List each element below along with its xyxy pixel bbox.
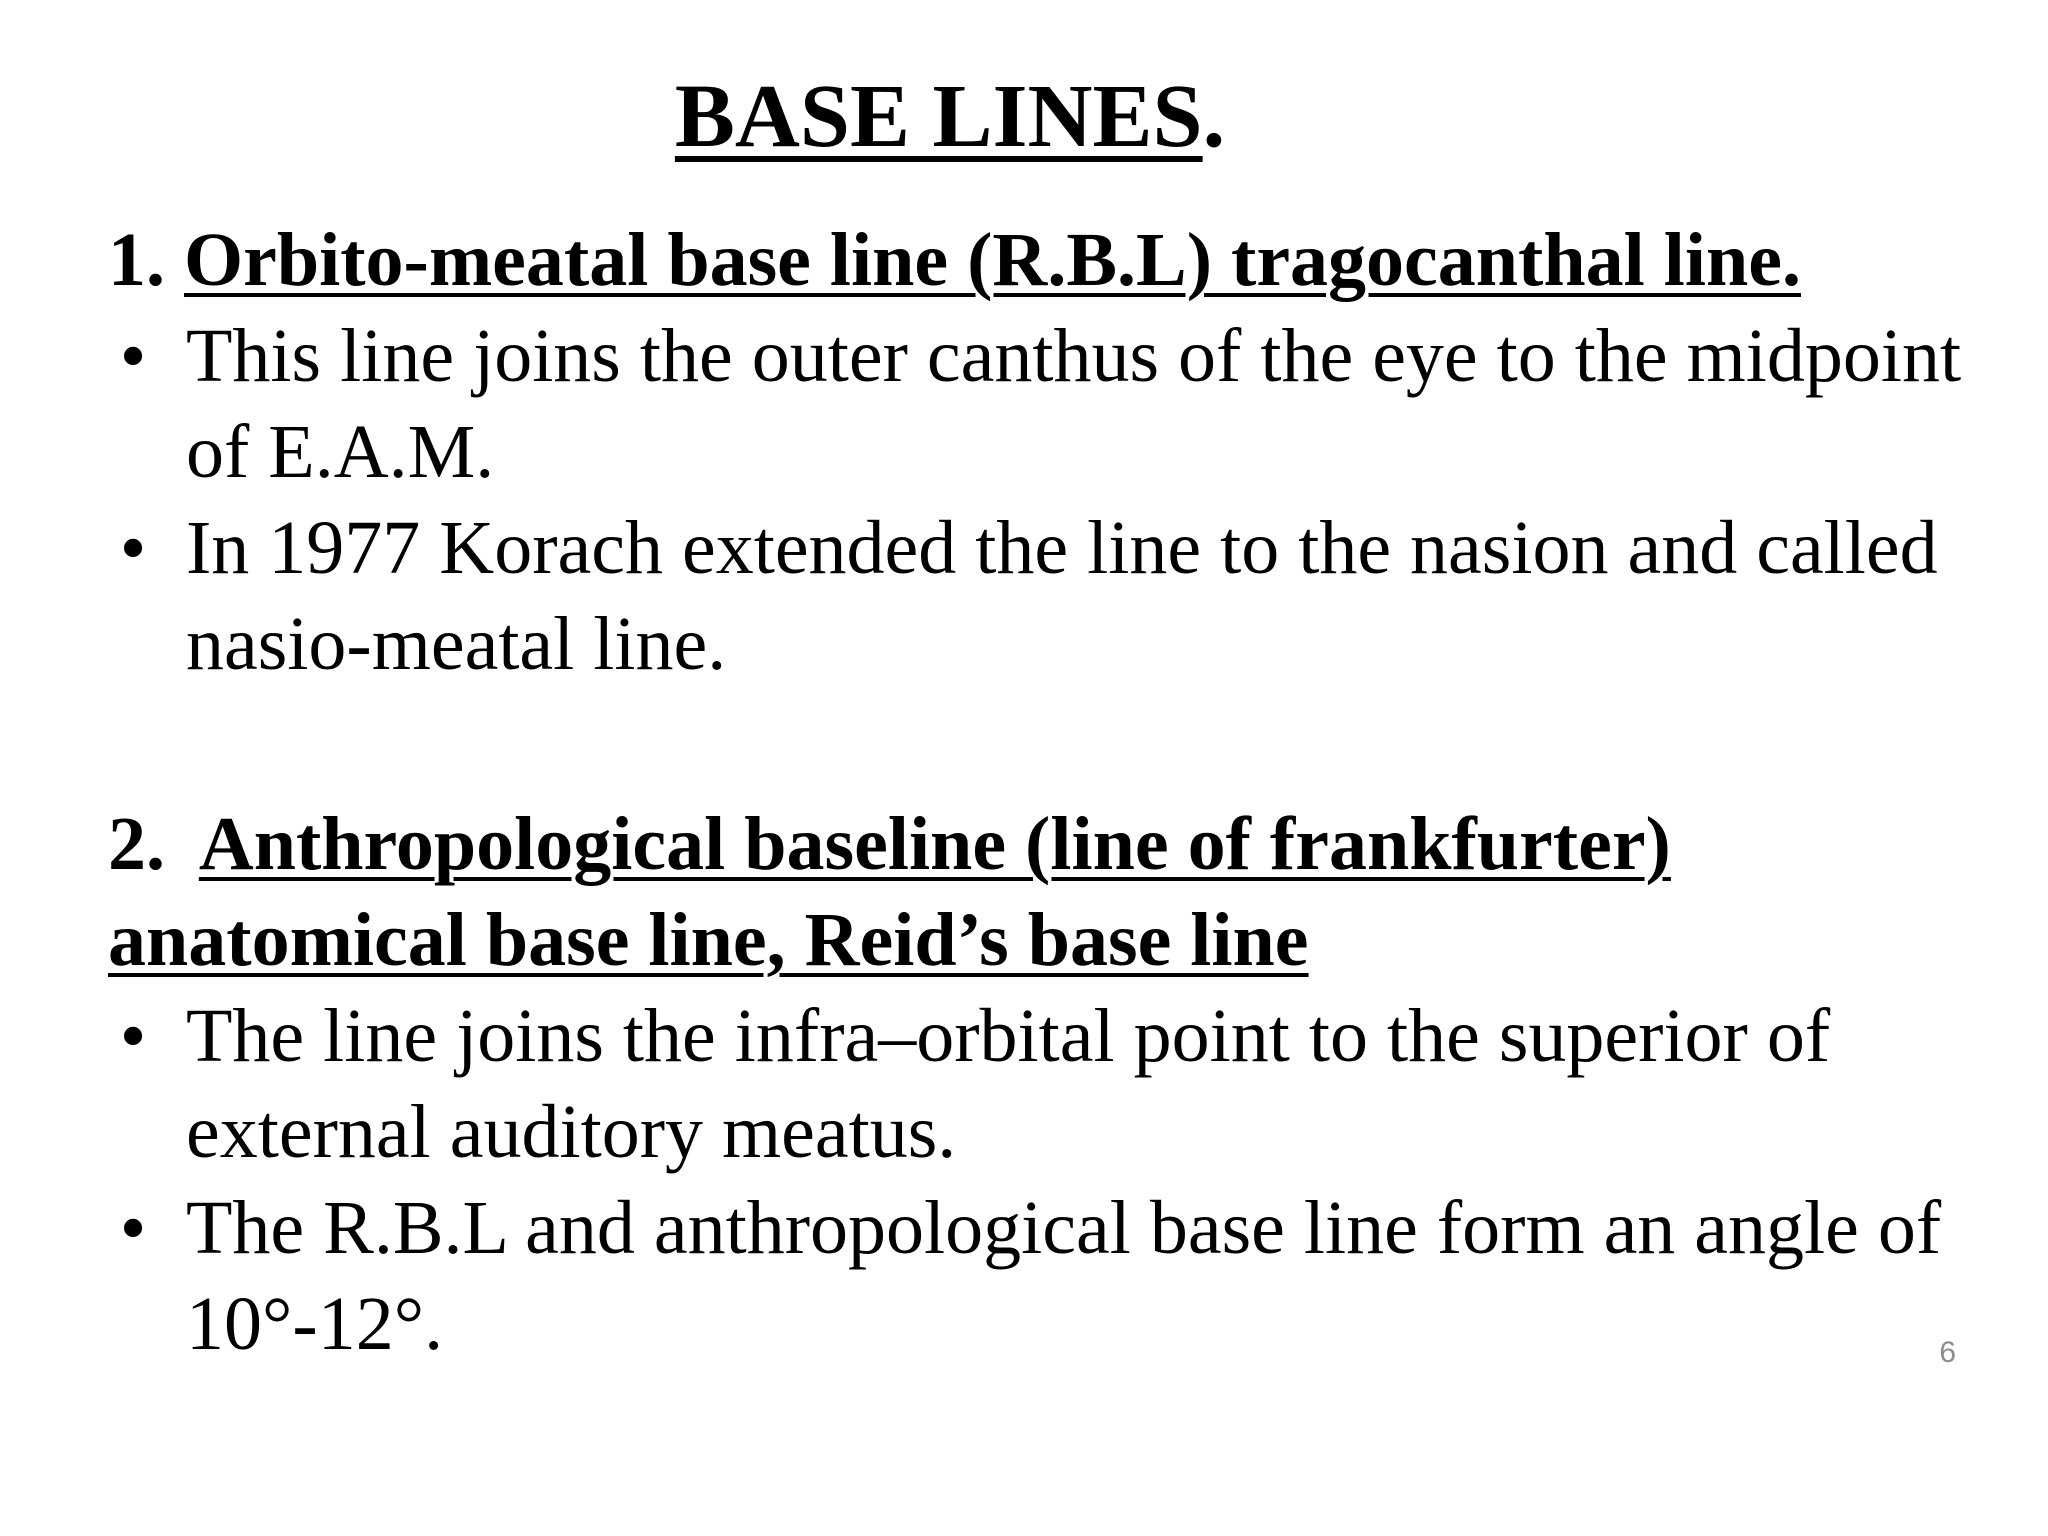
bullet-icon: • <box>119 1186 147 1270</box>
list-item <box>108 500 1988 692</box>
section-2-bullets <box>108 988 1988 1372</box>
bullet-text: The R.B.L and anthropological base line form an angle of 10°-12°. <box>186 1186 1942 1366</box>
section-2-heading <box>108 796 1988 892</box>
page-number: 6 <box>1939 1336 1956 1369</box>
slide-title-text: BASE LINES <box>674 67 1203 166</box>
bullet-icon: • <box>119 314 147 398</box>
section-1-heading <box>108 212 1988 308</box>
list-item <box>108 308 1988 500</box>
section-1-number: 1. <box>108 218 165 302</box>
slide-title-period: . <box>1202 67 1226 166</box>
list-item <box>108 988 1988 1180</box>
section-2-title-line1: Anthropological baseline (line of frankfurter) <box>198 802 1671 886</box>
bullet-text: This line joins the outer canthus of the eye to the midpoint of E.A.M. <box>186 314 1962 494</box>
section-2 <box>108 796 1988 1372</box>
section-2-number: 2. <box>108 802 165 886</box>
bullet-icon: • <box>119 994 147 1078</box>
list-item <box>108 1180 1988 1372</box>
section-1 <box>108 212 1988 692</box>
section-2-heading-line2 <box>108 892 1988 988</box>
section-1-title: Orbito-meatal base line (R.B.L) tragocanthal line. <box>184 218 1801 302</box>
bullet-text: In 1977 Korach extended the line to the nasion and called nasio-meatal line. <box>186 506 1938 686</box>
section-1-bullets <box>108 308 1988 692</box>
section-2-title-line2: anatomical base line, Reid’s base line <box>108 898 1309 982</box>
slide-title <box>0 62 1900 172</box>
bullet-icon: • <box>119 506 147 590</box>
bullet-text: The line joins the infra–orbital point to the superior of external auditory meatus. <box>186 994 1831 1174</box>
